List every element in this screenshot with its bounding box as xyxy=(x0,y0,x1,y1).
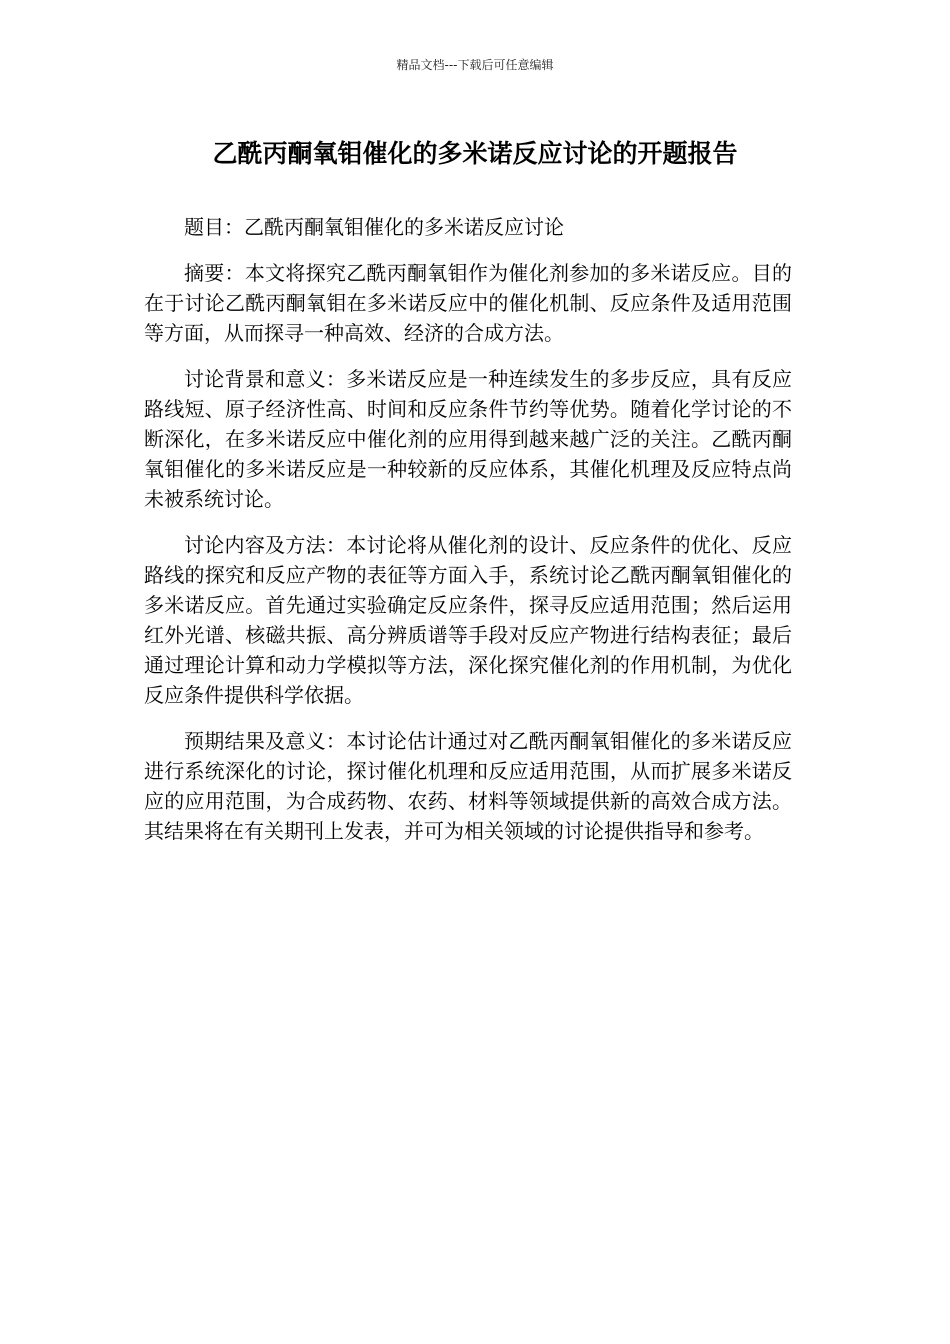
paragraph-text: 本讨论估计通过对乙酰丙酮氧钼催化的多米诺反应进行系统深化的讨论，探讨催化机理和反应适用范围，从而扩展多米诺反应的应用范围，为合成药物、农药、材料等领域提供新的高效合成方法。其结果将在有关期刊上发表，并可为相关领域的讨论提供指导和参考。 xyxy=(144,729,793,843)
paragraph-methods xyxy=(144,530,792,710)
paragraph-label: 题目： xyxy=(184,215,244,239)
paragraph-abstract xyxy=(144,258,792,348)
paragraph-text: 本讨论将从催化剂的设计、反应条件的优化、反应路线的探究和反应产物的表征等方面入手，系统讨论乙酰丙酮氧钼催化的多米诺反应。首先通过实验确定反应条件，探寻反应适用范围；然后运用红外光谱、核磁共振、高分辨质谱等手段对反应产物进行结构表征；最后通过理论计算和动力学模拟等方法，深化探究催化剂的作用机制，为优化反应条件提供科学依据。 xyxy=(144,533,793,707)
paragraph-topic xyxy=(144,212,792,242)
paragraph-label: 讨论背景和意义： xyxy=(184,367,347,391)
header-note: 精品文档---下载后可任意编辑 xyxy=(396,58,554,72)
paragraph-label: 摘要： xyxy=(184,261,245,285)
document-title: 乙酰丙酮氧钼催化的多米诺反应讨论的开题报告 xyxy=(212,139,738,168)
paragraph-text: 本文将探究乙酰丙酮氧钼作为催化剂参加的多米诺反应。目的在于讨论乙酰丙酮氧钼在多米诺反应中的催化机制、反应条件及适用范围等方面，从而探寻一种高效、经济的合成方法。 xyxy=(144,261,793,345)
paragraph-label: 预期结果及意义： xyxy=(184,729,347,753)
paragraph-expected-results xyxy=(144,726,792,846)
document-body xyxy=(144,212,792,862)
paragraph-text: 乙酰丙酮氧钼催化的多米诺反应讨论 xyxy=(244,215,564,239)
paragraph-background xyxy=(144,364,792,514)
paragraph-label: 讨论内容及方法： xyxy=(184,533,347,557)
paragraph-text: 多米诺反应是一种连续发生的多步反应，具有反应路线短、原子经济性高、时间和反应条件节约等优势。随着化学讨论的不断深化，在多米诺反应中催化剂的应用得到越来越广泛的关注。乙酰丙酮氧钼催化的多米诺反应是一种较新的反应体系，其催化机理及反应特点尚未被系统讨论。 xyxy=(144,367,793,511)
